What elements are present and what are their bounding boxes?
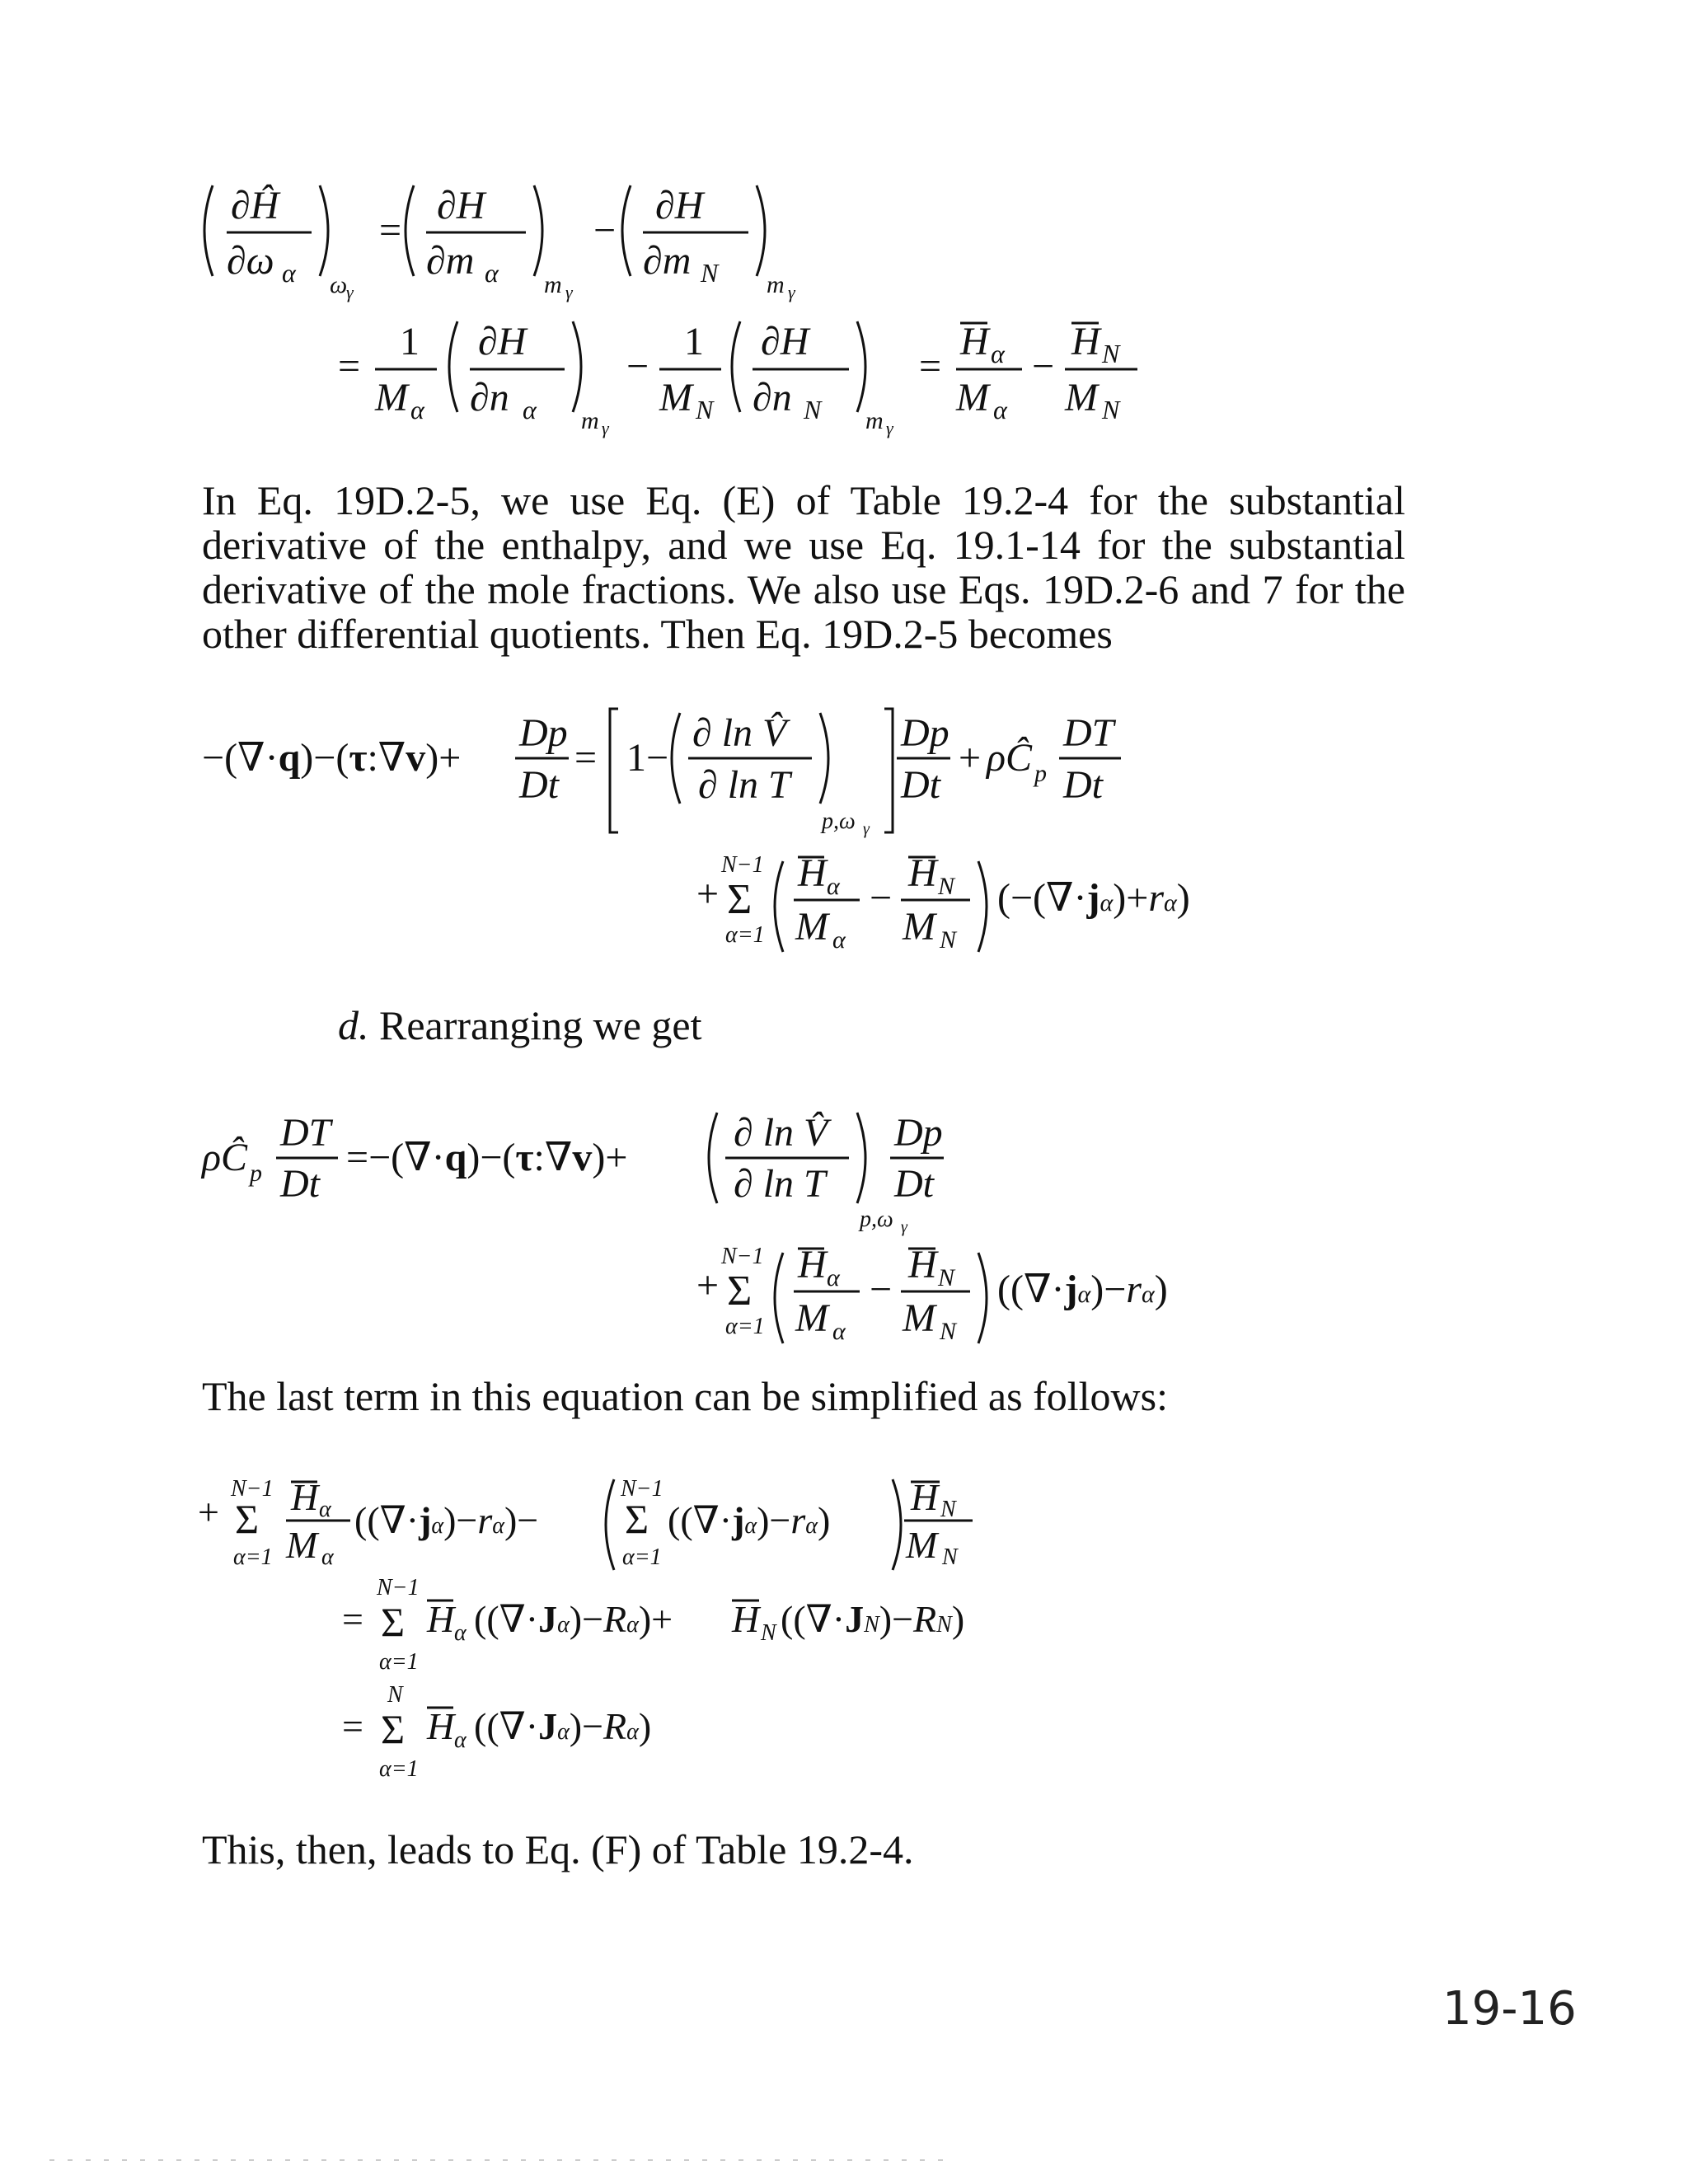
svg-text:α=1: α=1 [725, 922, 765, 948]
svg-text:M: M [375, 376, 408, 419]
svg-text:α=1: α=1 [233, 1544, 273, 1570]
svg-text:γ: γ [901, 1218, 907, 1236]
svg-text:H: H [960, 320, 989, 363]
svg-text:Dt: Dt [280, 1162, 320, 1206]
svg-text:p: p [250, 1160, 262, 1187]
svg-text:M: M [659, 376, 692, 419]
page-number: 19-16 [1442, 1982, 1577, 2036]
svg-text:α: α [993, 395, 1007, 424]
equation-energy-balance [194, 709, 1512, 964]
svg-text:α: α [827, 873, 840, 900]
svg-text:N: N [387, 1682, 403, 1708]
svg-text:H: H [427, 1598, 455, 1640]
svg-text:N: N [761, 1620, 776, 1646]
step-d-text [338, 1001, 702, 1049]
svg-text:Dp: Dp [519, 711, 568, 755]
svg-text:∂ ln T: ∂ ln T [734, 1162, 826, 1206]
svg-text:−: − [870, 876, 893, 920]
step-d-label: d. [338, 1002, 369, 1048]
svg-text:H: H [911, 1476, 939, 1518]
svg-text:M: M [795, 1296, 828, 1340]
svg-text:−: − [593, 209, 617, 252]
svg-text:M: M [906, 1524, 938, 1566]
svg-text:=: = [342, 1705, 363, 1747]
svg-text:Σ: Σ [235, 1496, 260, 1542]
svg-text:((∇·Jα)−Rα)+: ((∇·Jα)−Rα)+ [474, 1598, 673, 1640]
paragraph-last-term: The last term in this equation can be simplified as follows: [202, 1373, 1168, 1419]
svg-text:((∇·jα)−rα): ((∇·jα)−rα) [997, 1268, 1168, 1311]
svg-text:α: α [832, 1318, 846, 1345]
svg-text:N: N [804, 395, 822, 424]
svg-text:α: α [991, 339, 1005, 368]
svg-text:((∇·JN)−RN): ((∇·JN)−RN) [781, 1598, 965, 1640]
svg-text:N−1: N−1 [377, 1575, 420, 1601]
svg-text:m: m [865, 407, 884, 434]
svg-text:M: M [286, 1524, 318, 1566]
svg-text:m: m [581, 407, 599, 434]
svg-text:N: N [1102, 395, 1120, 424]
svg-text:∂m: ∂m [426, 239, 475, 283]
svg-text:=: = [338, 344, 361, 388]
svg-text:N−1: N−1 [721, 852, 764, 878]
svg-text:p,ω: p,ω [822, 808, 856, 834]
svg-text:DT: DT [280, 1111, 331, 1155]
svg-text:α=1: α=1 [725, 1314, 765, 1339]
svg-text:α: α [410, 395, 424, 424]
svg-text:M: M [795, 905, 828, 949]
svg-text:N: N [1102, 339, 1120, 368]
svg-text:N: N [696, 395, 714, 424]
svg-text:∂ ln V̂: ∂ ln V̂ [734, 1111, 828, 1155]
svg-text:H: H [1071, 320, 1100, 363]
svg-text:Dp: Dp [901, 711, 950, 755]
svg-text:Dt: Dt [1063, 763, 1103, 807]
svg-text:γ: γ [886, 418, 893, 438]
svg-text:H: H [291, 1476, 319, 1518]
svg-text:DT: DT [1063, 711, 1114, 755]
svg-text:1: 1 [684, 320, 704, 363]
equation-rearranged [194, 1096, 1512, 1343]
svg-text:α: α [827, 1264, 840, 1291]
equation-partial-derivatives [190, 165, 1508, 445]
svg-text:∂n: ∂n [753, 376, 792, 419]
svg-text:=−(∇·q)−(τ:∇v)+: =−(∇·q)−(τ:∇v)+ [346, 1136, 628, 1179]
svg-text:Σ: Σ [381, 1706, 406, 1752]
svg-text:M: M [903, 1296, 935, 1340]
step-d-body: Rearranging we get [379, 1002, 702, 1048]
svg-text:Σ: Σ [625, 1496, 649, 1542]
svg-text:α: α [523, 395, 537, 424]
svg-text:ω: ω [330, 271, 348, 298]
svg-text:H: H [798, 1243, 827, 1286]
svg-text:1−: 1− [626, 736, 669, 780]
svg-text:Σ: Σ [727, 876, 753, 923]
svg-text:=: = [919, 344, 942, 388]
svg-text:Dt: Dt [901, 763, 940, 807]
svg-text:M: M [956, 376, 989, 419]
equation-simplification [194, 1467, 1512, 1797]
svg-text:γ: γ [788, 282, 795, 302]
svg-text:α: α [282, 258, 296, 288]
svg-text:N: N [942, 1544, 958, 1570]
svg-text:N−1: N−1 [231, 1476, 274, 1502]
svg-text:γ: γ [346, 282, 354, 302]
paragraph-conclusion: This, then, leads to Eq. (F) of Table 19.2-4. [202, 1826, 914, 1872]
svg-text:α: α [832, 926, 846, 954]
svg-text:∂H: ∂H [761, 320, 809, 363]
svg-text:Σ: Σ [727, 1268, 753, 1315]
svg-text:Dt: Dt [894, 1162, 934, 1206]
svg-text:ρĈ: ρĈ [987, 736, 1033, 780]
svg-text:γ: γ [565, 282, 573, 302]
svg-text:N: N [938, 873, 955, 900]
svg-text:γ: γ [863, 820, 870, 838]
svg-text:∂n: ∂n [470, 376, 509, 419]
svg-text:−: − [870, 1268, 893, 1311]
svg-text:H: H [908, 851, 937, 895]
svg-text:ρĈ: ρĈ [202, 1136, 248, 1179]
svg-text:α: α [319, 1497, 331, 1522]
svg-text:∂Ĥ: ∂Ĥ [231, 184, 279, 227]
svg-text:N: N [940, 1318, 957, 1345]
svg-text:Dt: Dt [519, 763, 559, 807]
svg-text:α: α [454, 1620, 467, 1646]
svg-text:p: p [1034, 760, 1047, 787]
svg-text:M: M [1065, 376, 1098, 419]
svg-text:α: α [321, 1544, 334, 1570]
svg-text:∂ω: ∂ω [227, 239, 274, 283]
svg-text:+: + [696, 872, 720, 916]
scan-edge-artifact [49, 2159, 956, 2161]
svg-text:H: H [732, 1598, 760, 1640]
svg-text:N−1: N−1 [721, 1244, 764, 1269]
svg-text:N−1: N−1 [621, 1476, 663, 1502]
svg-text:p,ω: p,ω [860, 1207, 893, 1232]
svg-text:∂H: ∂H [478, 320, 527, 363]
svg-text:−: − [1032, 344, 1055, 388]
svg-text:∂m: ∂m [643, 239, 692, 283]
svg-text:α=1: α=1 [622, 1544, 662, 1570]
svg-text:∂ ln T: ∂ ln T [698, 763, 790, 807]
svg-text:Dp: Dp [894, 1111, 943, 1155]
svg-text:+: + [696, 1263, 720, 1307]
svg-text:H: H [908, 1243, 937, 1286]
svg-text:M: M [903, 905, 935, 949]
svg-text:−: − [626, 344, 649, 388]
svg-text:∂H: ∂H [655, 184, 704, 227]
svg-text:−(∇·q)−(τ:∇v)+: −(∇·q)−(τ:∇v)+ [202, 736, 462, 780]
svg-text:∂ ln V̂: ∂ ln V̂ [692, 711, 787, 755]
svg-text:H: H [427, 1705, 455, 1747]
svg-text:α: α [454, 1727, 467, 1753]
svg-text:((∇·Jα)−Rα): ((∇·Jα)−Rα) [474, 1705, 652, 1747]
svg-text:H: H [798, 851, 827, 895]
svg-text:=: = [574, 736, 598, 780]
svg-text:(−(∇·jα)+rα): (−(∇·jα)+rα) [997, 876, 1190, 920]
svg-text:N: N [938, 1264, 955, 1291]
svg-text:N: N [701, 258, 719, 288]
svg-text:γ: γ [602, 418, 609, 438]
svg-text:=: = [342, 1598, 363, 1640]
svg-text:N: N [940, 1497, 956, 1522]
svg-text:Σ: Σ [381, 1599, 406, 1645]
svg-text:α: α [485, 258, 499, 288]
svg-text:((∇·jα)−rα)−: ((∇·jα)−rα)− [354, 1499, 539, 1541]
paragraph-intro: In Eq. 19D.2-5, we use Eq. (E) of Table 19.2-4 for the substantial derivative of the enthalpy, and we use Eq. 19.1-14 for the substantial derivative of the mole fractions. We also use Eqs. 19D.2-6 and 7 for the other differential quotients. Then Eq. 19D.2-5 becomes [202, 477, 1405, 657]
svg-text:∂H: ∂H [437, 184, 485, 227]
svg-text:N: N [940, 926, 957, 954]
svg-text:+: + [198, 1491, 219, 1533]
svg-text:m: m [544, 271, 562, 298]
svg-text:α=1: α=1 [379, 1649, 419, 1675]
svg-text:=: = [379, 209, 402, 252]
svg-text:m: m [767, 271, 785, 298]
svg-text:((∇·jα)−rα): ((∇·jα)−rα) [668, 1499, 831, 1541]
svg-text:α=1: α=1 [379, 1756, 419, 1782]
svg-text:1: 1 [400, 320, 420, 363]
svg-text:+: + [959, 736, 982, 780]
